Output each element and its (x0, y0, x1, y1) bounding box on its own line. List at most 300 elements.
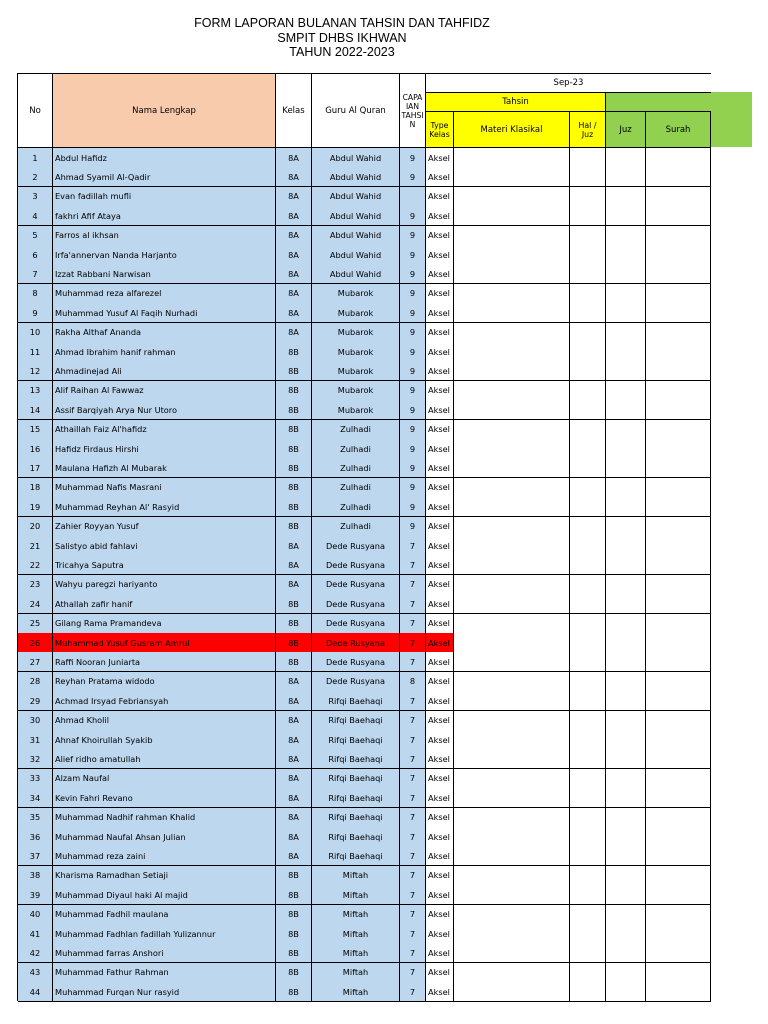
cell-surah[interactable] (646, 575, 711, 595)
cell-materi-klasikal[interactable] (454, 691, 570, 711)
cell-juz[interactable] (606, 148, 646, 168)
cell-type-kelas[interactable]: Aksel (426, 924, 454, 944)
cell-no[interactable]: 24 (18, 594, 53, 614)
cell-hal-juz[interactable] (570, 691, 606, 711)
cell-kelas[interactable]: 8A (276, 284, 312, 304)
cell-surah[interactable] (646, 206, 711, 226)
cell-kelas[interactable]: 8A (276, 206, 312, 226)
cell-nama[interactable]: Ahmad Ibrahim hanif rahman (53, 342, 276, 362)
cell-materi-klasikal[interactable] (454, 303, 570, 323)
cell-capaian[interactable]: 9 (400, 303, 426, 323)
cell-juz[interactable] (606, 381, 646, 401)
cell-surah[interactable] (646, 497, 711, 517)
cell-nama[interactable]: Athaillah Faiz Al'hafidz (53, 420, 276, 440)
cell-nama[interactable]: Assif Barqiyah Arya Nur Utoro (53, 400, 276, 420)
cell-materi-klasikal[interactable] (454, 497, 570, 517)
cell-no[interactable]: 43 (18, 963, 53, 983)
cell-type-kelas[interactable]: Aksel (426, 885, 454, 905)
cell-type-kelas[interactable]: Aksel (426, 148, 454, 168)
cell-hal-juz[interactable] (570, 400, 606, 420)
cell-juz[interactable] (606, 536, 646, 556)
cell-juz[interactable] (606, 730, 646, 750)
cell-guru[interactable]: Miftah (312, 982, 400, 1002)
cell-nama[interactable]: Kharisma Ramadhan Setiaji (53, 866, 276, 886)
cell-guru[interactable]: Mubarok (312, 303, 400, 323)
cell-type-kelas[interactable]: Aksel (426, 439, 454, 459)
cell-type-kelas[interactable]: Aksel (426, 342, 454, 362)
cell-nama[interactable]: Kevin Fahri Revano (53, 788, 276, 808)
cell-kelas[interactable]: 8B (276, 905, 312, 925)
cell-surah[interactable] (646, 303, 711, 323)
cell-juz[interactable] (606, 400, 646, 420)
cell-type-kelas[interactable]: Aksel (426, 769, 454, 789)
cell-surah[interactable] (646, 245, 711, 265)
cell-nama[interactable]: Salistyo abid fahlavi (53, 536, 276, 556)
cell-materi-klasikal[interactable] (454, 148, 570, 168)
cell-capaian[interactable]: 9 (400, 264, 426, 284)
cell-materi-klasikal[interactable] (454, 846, 570, 866)
cell-juz[interactable] (606, 226, 646, 246)
cell-surah[interactable] (646, 594, 711, 614)
cell-hal-juz[interactable] (570, 905, 606, 925)
cell-no[interactable]: 19 (18, 497, 53, 517)
cell-no[interactable]: 16 (18, 439, 53, 459)
cell-capaian[interactable] (400, 187, 426, 207)
cell-juz[interactable] (606, 614, 646, 634)
cell-hal-juz[interactable] (570, 827, 606, 847)
cell-capaian[interactable]: 7 (400, 788, 426, 808)
cell-capaian[interactable]: 7 (400, 575, 426, 595)
cell-hal-juz[interactable] (570, 652, 606, 672)
cell-capaian[interactable]: 9 (400, 420, 426, 440)
cell-materi-klasikal[interactable] (454, 226, 570, 246)
cell-juz[interactable] (606, 284, 646, 304)
cell-nama[interactable]: Gilang Rama Pramandeva (53, 614, 276, 634)
cell-hal-juz[interactable] (570, 594, 606, 614)
cell-capaian[interactable]: 7 (400, 827, 426, 847)
cell-nama[interactable]: Evan fadillah mufli (53, 187, 276, 207)
cell-guru[interactable]: Dede Rusyana (312, 614, 400, 634)
cell-juz[interactable] (606, 245, 646, 265)
cell-hal-juz[interactable] (570, 963, 606, 983)
cell-nama[interactable]: Zahier Royyan Yusuf (53, 517, 276, 537)
cell-materi-klasikal[interactable] (454, 866, 570, 886)
cell-hal-juz[interactable] (570, 633, 606, 653)
header-no[interactable]: No (18, 74, 53, 148)
cell-type-kelas[interactable]: Aksel (426, 478, 454, 498)
cell-guru[interactable]: Dede Rusyana (312, 672, 400, 692)
cell-nama[interactable]: Muhammad farras Anshori (53, 943, 276, 963)
cell-guru[interactable]: Miftah (312, 905, 400, 925)
cell-hal-juz[interactable] (570, 730, 606, 750)
cell-hal-juz[interactable] (570, 517, 606, 537)
cell-materi-klasikal[interactable] (454, 943, 570, 963)
cell-guru[interactable]: Zulhadi (312, 497, 400, 517)
cell-materi-klasikal[interactable] (454, 672, 570, 692)
cell-no[interactable]: 6 (18, 245, 53, 265)
cell-kelas[interactable]: 8A (276, 245, 312, 265)
cell-no[interactable]: 23 (18, 575, 53, 595)
cell-capaian[interactable]: 9 (400, 323, 426, 343)
cell-materi-klasikal[interactable] (454, 439, 570, 459)
cell-guru[interactable]: Miftah (312, 963, 400, 983)
cell-no[interactable]: 22 (18, 555, 53, 575)
cell-no[interactable]: 26 (18, 633, 53, 653)
cell-type-kelas[interactable]: Aksel (426, 866, 454, 886)
cell-type-kelas[interactable]: Aksel (426, 594, 454, 614)
cell-type-kelas[interactable]: Aksel (426, 400, 454, 420)
cell-capaian[interactable]: 9 (400, 517, 426, 537)
cell-hal-juz[interactable] (570, 924, 606, 944)
cell-no[interactable]: 31 (18, 730, 53, 750)
cell-materi-klasikal[interactable] (454, 264, 570, 284)
cell-type-kelas[interactable]: Aksel (426, 206, 454, 226)
cell-nama[interactable]: Muhammad Naufal Ahsan Julian (53, 827, 276, 847)
cell-capaian[interactable]: 7 (400, 885, 426, 905)
cell-materi-klasikal[interactable] (454, 614, 570, 634)
cell-surah[interactable] (646, 769, 711, 789)
cell-nama[interactable]: Hafidz Firdaus Hirshi (53, 439, 276, 459)
cell-no[interactable]: 14 (18, 400, 53, 420)
cell-guru[interactable]: Mubarok (312, 284, 400, 304)
cell-no[interactable]: 32 (18, 749, 53, 769)
cell-type-kelas[interactable]: Aksel (426, 458, 454, 478)
cell-nama[interactable]: Muhammad Nafis Masrani (53, 478, 276, 498)
cell-kelas[interactable]: 8B (276, 633, 312, 653)
cell-capaian[interactable]: 7 (400, 536, 426, 556)
cell-kelas[interactable]: 8B (276, 982, 312, 1002)
cell-type-kelas[interactable]: Aksel (426, 517, 454, 537)
cell-nama[interactable]: Muhammad Nadhif rahman Khalid (53, 808, 276, 828)
cell-guru[interactable]: Dede Rusyana (312, 575, 400, 595)
cell-juz[interactable] (606, 187, 646, 207)
cell-type-kelas[interactable]: Aksel (426, 497, 454, 517)
cell-guru[interactable]: Rifqi Baehaqi (312, 808, 400, 828)
cell-type-kelas[interactable]: Aksel (426, 652, 454, 672)
cell-surah[interactable] (646, 924, 711, 944)
cell-kelas[interactable]: 8A (276, 575, 312, 595)
cell-hal-juz[interactable] (570, 788, 606, 808)
cell-guru[interactable]: Mubarok (312, 342, 400, 362)
cell-hal-juz[interactable] (570, 575, 606, 595)
cell-juz[interactable] (606, 420, 646, 440)
cell-kelas[interactable]: 8B (276, 361, 312, 381)
cell-materi-klasikal[interactable] (454, 400, 570, 420)
cell-nama[interactable]: Ahnaf Khoirullah Syakib (53, 730, 276, 750)
cell-juz[interactable] (606, 788, 646, 808)
cell-nama[interactable]: Abdul Hafidz (53, 148, 276, 168)
cell-no[interactable]: 15 (18, 420, 53, 440)
cell-juz[interactable] (606, 303, 646, 323)
cell-materi-klasikal[interactable] (454, 575, 570, 595)
cell-capaian[interactable]: 7 (400, 963, 426, 983)
cell-no[interactable]: 40 (18, 905, 53, 925)
cell-surah[interactable] (646, 458, 711, 478)
cell-surah[interactable] (646, 478, 711, 498)
header-surah[interactable]: Surah (646, 112, 711, 148)
cell-no[interactable]: 30 (18, 711, 53, 731)
cell-capaian[interactable]: 7 (400, 905, 426, 925)
cell-surah[interactable] (646, 420, 711, 440)
cell-type-kelas[interactable]: Aksel (426, 323, 454, 343)
cell-juz[interactable] (606, 633, 646, 653)
cell-materi-klasikal[interactable] (454, 730, 570, 750)
cell-guru[interactable]: Rifqi Baehaqi (312, 691, 400, 711)
cell-kelas[interactable]: 8A (276, 788, 312, 808)
cell-juz[interactable] (606, 458, 646, 478)
cell-type-kelas[interactable]: Aksel (426, 614, 454, 634)
cell-hal-juz[interactable] (570, 303, 606, 323)
cell-materi-klasikal[interactable] (454, 206, 570, 226)
cell-materi-klasikal[interactable] (454, 284, 570, 304)
cell-materi-klasikal[interactable] (454, 323, 570, 343)
cell-no[interactable]: 44 (18, 982, 53, 1002)
cell-juz[interactable] (606, 497, 646, 517)
cell-guru[interactable]: Miftah (312, 943, 400, 963)
cell-materi-klasikal[interactable] (454, 594, 570, 614)
cell-type-kelas[interactable]: Aksel (426, 575, 454, 595)
cell-kelas[interactable]: 8A (276, 846, 312, 866)
cell-materi-klasikal[interactable] (454, 245, 570, 265)
cell-guru[interactable]: Zulhadi (312, 478, 400, 498)
cell-nama[interactable]: Muhammad Yusuf Gusram Amrul (53, 633, 276, 653)
cell-kelas[interactable]: 8A (276, 323, 312, 343)
cell-juz[interactable] (606, 342, 646, 362)
cell-nama[interactable]: Rakha Althaf Ananda (53, 323, 276, 343)
cell-no[interactable]: 28 (18, 672, 53, 692)
cell-guru[interactable]: Zulhadi (312, 517, 400, 537)
cell-guru[interactable]: Abdul Wahid (312, 187, 400, 207)
cell-no[interactable]: 17 (18, 458, 53, 478)
cell-surah[interactable] (646, 167, 711, 187)
cell-kelas[interactable]: 8A (276, 187, 312, 207)
cell-type-kelas[interactable]: Aksel (426, 187, 454, 207)
cell-surah[interactable] (646, 342, 711, 362)
cell-guru[interactable]: Mubarok (312, 381, 400, 401)
header-guru-al-quran[interactable]: Guru Al Quran (312, 74, 400, 148)
cell-kelas[interactable]: 8B (276, 420, 312, 440)
cell-surah[interactable] (646, 749, 711, 769)
cell-no[interactable]: 34 (18, 788, 53, 808)
cell-type-kelas[interactable]: Aksel (426, 905, 454, 925)
cell-no[interactable]: 38 (18, 866, 53, 886)
cell-materi-klasikal[interactable] (454, 458, 570, 478)
cell-surah[interactable] (646, 963, 711, 983)
cell-materi-klasikal[interactable] (454, 361, 570, 381)
cell-capaian[interactable]: 8 (400, 672, 426, 692)
cell-guru[interactable]: Rifqi Baehaqi (312, 730, 400, 750)
cell-no[interactable]: 4 (18, 206, 53, 226)
cell-juz[interactable] (606, 323, 646, 343)
cell-no[interactable]: 20 (18, 517, 53, 537)
cell-materi-klasikal[interactable] (454, 167, 570, 187)
cell-materi-klasikal[interactable] (454, 555, 570, 575)
cell-juz[interactable] (606, 711, 646, 731)
cell-surah[interactable] (646, 400, 711, 420)
cell-juz[interactable] (606, 963, 646, 983)
cell-juz[interactable] (606, 905, 646, 925)
cell-surah[interactable] (646, 691, 711, 711)
cell-kelas[interactable]: 8A (276, 555, 312, 575)
cell-hal-juz[interactable] (570, 439, 606, 459)
cell-hal-juz[interactable] (570, 226, 606, 246)
cell-kelas[interactable]: 8A (276, 808, 312, 828)
cell-no[interactable]: 13 (18, 381, 53, 401)
cell-surah[interactable] (646, 439, 711, 459)
cell-juz[interactable] (606, 167, 646, 187)
cell-type-kelas[interactable]: Aksel (426, 284, 454, 304)
cell-nama[interactable]: Alief ridho amatullah (53, 749, 276, 769)
cell-juz[interactable] (606, 749, 646, 769)
cell-kelas[interactable]: 8B (276, 400, 312, 420)
cell-no[interactable]: 7 (18, 264, 53, 284)
cell-type-kelas[interactable]: Aksel (426, 167, 454, 187)
cell-type-kelas[interactable]: Aksel (426, 555, 454, 575)
cell-guru[interactable]: Zulhadi (312, 439, 400, 459)
cell-guru[interactable]: Dede Rusyana (312, 633, 400, 653)
cell-juz[interactable] (606, 555, 646, 575)
cell-kelas[interactable]: 8A (276, 672, 312, 692)
cell-no[interactable]: 11 (18, 342, 53, 362)
header-nama-lengkap[interactable]: Nama Lengkap (53, 74, 276, 148)
cell-juz[interactable] (606, 691, 646, 711)
cell-kelas[interactable]: 8A (276, 711, 312, 731)
cell-nama[interactable]: Muhammad Fadhlan fadillah Yulizannur (53, 924, 276, 944)
cell-surah[interactable] (646, 323, 711, 343)
cell-no[interactable]: 36 (18, 827, 53, 847)
cell-nama[interactable]: Alzam Naufal (53, 769, 276, 789)
cell-guru[interactable]: Mubarok (312, 400, 400, 420)
cell-nama[interactable]: fakhri Afif Ataya (53, 206, 276, 226)
cell-guru[interactable]: Dede Rusyana (312, 652, 400, 672)
cell-type-kelas[interactable]: Aksel (426, 846, 454, 866)
cell-kelas[interactable]: 8B (276, 652, 312, 672)
cell-juz[interactable] (606, 885, 646, 905)
header-type-kelas[interactable] (426, 112, 454, 148)
cell-hal-juz[interactable] (570, 943, 606, 963)
cell-juz[interactable] (606, 924, 646, 944)
cell-capaian[interactable]: 9 (400, 497, 426, 517)
cell-capaian[interactable]: 7 (400, 769, 426, 789)
cell-type-kelas[interactable]: Aksel (426, 303, 454, 323)
cell-guru[interactable]: Abdul Wahid (312, 264, 400, 284)
cell-juz[interactable] (606, 206, 646, 226)
cell-nama[interactable]: Muhammad Yusuf Al Faqih Nurhadi (53, 303, 276, 323)
cell-kelas[interactable]: 8B (276, 478, 312, 498)
cell-capaian[interactable]: 7 (400, 711, 426, 731)
cell-kelas[interactable]: 8B (276, 614, 312, 634)
cell-hal-juz[interactable] (570, 769, 606, 789)
cell-no[interactable]: 10 (18, 323, 53, 343)
cell-guru[interactable]: Dede Rusyana (312, 536, 400, 556)
cell-guru[interactable]: Abdul Wahid (312, 148, 400, 168)
cell-capaian[interactable]: 7 (400, 614, 426, 634)
cell-hal-juz[interactable] (570, 187, 606, 207)
cell-hal-juz[interactable] (570, 458, 606, 478)
cell-hal-juz[interactable] (570, 206, 606, 226)
cell-capaian[interactable]: 7 (400, 749, 426, 769)
cell-capaian[interactable]: 9 (400, 206, 426, 226)
cell-nama[interactable]: Achmad Irsyad Febriansyah (53, 691, 276, 711)
cell-capaian[interactable]: 7 (400, 555, 426, 575)
cell-nama[interactable]: Irfa'annervan Nanda Harjanto (53, 245, 276, 265)
cell-no[interactable]: 21 (18, 536, 53, 556)
cell-hal-juz[interactable] (570, 555, 606, 575)
cell-surah[interactable] (646, 517, 711, 537)
cell-materi-klasikal[interactable] (454, 711, 570, 731)
cell-nama[interactable]: Izzat Rabbani Narwisan (53, 264, 276, 284)
cell-guru[interactable]: Rifqi Baehaqi (312, 769, 400, 789)
cell-surah[interactable] (646, 672, 711, 692)
cell-guru[interactable]: Rifqi Baehaqi (312, 711, 400, 731)
cell-materi-klasikal[interactable] (454, 517, 570, 537)
cell-surah[interactable] (646, 264, 711, 284)
cell-kelas[interactable]: 8B (276, 497, 312, 517)
cell-type-kelas[interactable]: Aksel (426, 982, 454, 1002)
cell-juz[interactable] (606, 769, 646, 789)
cell-no[interactable]: 35 (18, 808, 53, 828)
cell-materi-klasikal[interactable] (454, 808, 570, 828)
cell-kelas[interactable]: 8B (276, 342, 312, 362)
cell-guru[interactable]: Mubarok (312, 323, 400, 343)
cell-no[interactable]: 25 (18, 614, 53, 634)
cell-juz[interactable] (606, 866, 646, 886)
cell-capaian[interactable]: 9 (400, 226, 426, 246)
cell-no[interactable]: 37 (18, 846, 53, 866)
cell-juz[interactable] (606, 361, 646, 381)
cell-surah[interactable] (646, 943, 711, 963)
cell-nama[interactable]: Muhammad reza zaini (53, 846, 276, 866)
cell-type-kelas[interactable]: Aksel (426, 711, 454, 731)
cell-juz[interactable] (606, 652, 646, 672)
cell-guru[interactable]: Miftah (312, 866, 400, 886)
cell-kelas[interactable]: 8B (276, 439, 312, 459)
cell-type-kelas[interactable]: Aksel (426, 808, 454, 828)
cell-juz[interactable] (606, 672, 646, 692)
cell-guru[interactable]: Abdul Wahid (312, 206, 400, 226)
cell-type-kelas[interactable]: Aksel (426, 672, 454, 692)
cell-type-kelas[interactable]: Aksel (426, 633, 454, 653)
cell-juz[interactable] (606, 808, 646, 828)
cell-nama[interactable]: Ahmad Kholil (53, 711, 276, 731)
cell-nama[interactable]: Muhammad Reyhan Al' Rasyid (53, 497, 276, 517)
cell-capaian[interactable]: 9 (400, 167, 426, 187)
cell-hal-juz[interactable] (570, 323, 606, 343)
cell-juz[interactable] (606, 517, 646, 537)
cell-kelas[interactable]: 8A (276, 827, 312, 847)
cell-guru[interactable]: Abdul Wahid (312, 167, 400, 187)
cell-guru[interactable]: Dede Rusyana (312, 555, 400, 575)
cell-capaian[interactable]: 7 (400, 846, 426, 866)
cell-type-kelas[interactable]: Aksel (426, 788, 454, 808)
cell-capaian[interactable]: 7 (400, 808, 426, 828)
cell-guru[interactable]: Abdul Wahid (312, 245, 400, 265)
cell-no[interactable]: 9 (18, 303, 53, 323)
cell-capaian[interactable]: 9 (400, 439, 426, 459)
cell-type-kelas[interactable]: Aksel (426, 963, 454, 983)
cell-juz[interactable] (606, 594, 646, 614)
cell-no[interactable]: 18 (18, 478, 53, 498)
cell-surah[interactable] (646, 361, 711, 381)
cell-juz[interactable] (606, 982, 646, 1002)
cell-no[interactable]: 42 (18, 943, 53, 963)
cell-materi-klasikal[interactable] (454, 924, 570, 944)
cell-juz[interactable] (606, 846, 646, 866)
cell-hal-juz[interactable] (570, 749, 606, 769)
cell-surah[interactable] (646, 730, 711, 750)
cell-capaian[interactable]: 9 (400, 342, 426, 362)
cell-juz[interactable] (606, 943, 646, 963)
